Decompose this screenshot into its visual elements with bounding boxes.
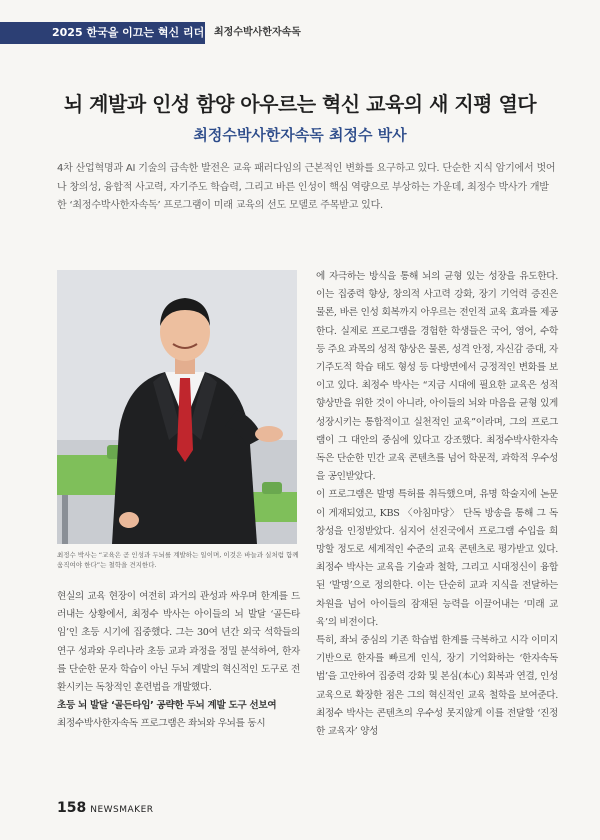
organization-label: 최정수박사한자속독 xyxy=(214,27,301,38)
right-column xyxy=(316,268,558,741)
page-footer xyxy=(57,800,154,816)
portrait-photo xyxy=(57,270,297,544)
lead-paragraph: 4차 산업혁명과 AI 기술의 급속한 발전은 교육 패러다임의 근본적인 변화를 요구하고 있다. 단순한 지식 암기에서 벗어나 창의성, 융합적 사고력, 자기주도 학습력, 그리고 바른 인성이 핵심 역량으로 부상하는 가운데, 최정수 박사가 개발한 ‘최정수박사한자속독’ 프로그램이 미래 교육의 선도 모델로 주목받고 있다. xyxy=(57,163,556,211)
article-subhead: 최정수박사한자속독 최정수 박사 xyxy=(193,126,407,144)
body-paragraph: 에 자극하는 방식을 통해 뇌의 균형 있는 성장을 유도한다. 이는 집중력 향상, 창의적 사고력 강화, 장기 기억력 증진은 물론, 바른 인성 회복까지 아우르는 전인적 교육 효과를 제공한다. 실제로 프로그램을 경험한 학생들은 국어, 영어, 수학 등 주요 과목의 성적 향상은 물론, 성격 안정, 자신감 증대, 자기주도적 학습 태도 형성 등 다방면에서 긍정적인 변화를 보이고 있다. 최정수 박사는 “지금 시대에 필요한 교육은 성적 향상만을 위한 것이 아니라, 아이들의 뇌와 마음을 균형 있게 성장시키는 통합적이고 실천적인 교육”이라며, 그의 프로그램이 그 대안의 중심에 있다고 강조했다. 최정수박사한자속독은 단순한 민간 교육 콘텐츠를 넘어 학문적, 과학적 우수성을 공인받았다. xyxy=(316,271,558,483)
series-banner xyxy=(0,22,205,44)
portrait-illustration xyxy=(57,270,297,544)
left-column xyxy=(57,588,300,734)
body-paragraph: 현실의 교육 현장이 여전히 과거의 관성과 싸우며 한계를 드러내는 상황에서, 최정수 박사는 아이들의 뇌 발달 ‘골든타임’인 초등 시기에 집중했다. 그는 30여 년간 외국 석학들의 연구 성과와 우리나라 초등 교과 과정을 정밀 분석하여, 한자를 단순한 문자 학습이 아닌 두뇌 계발의 혁신적인 도구로 전환시키는 독창적인 훈련법을 개발했다. xyxy=(57,591,300,694)
section-title: 초등 뇌 발달 ‘골든타임’ 공략한 두뇌 계발 도구 선보여 xyxy=(57,700,277,712)
body-paragraph: 최정수박사한자속독 프로그램은 좌뇌와 우뇌를 동시 xyxy=(57,718,266,730)
series-title: 2025 한국을 이끄는 혁신 리더 xyxy=(52,26,205,39)
photo-caption: 최정수 박사는 “교육은 곧 인성과 두뇌를 계발하는 일이며, 이것은 바늘과 실처럼 함께 움직여야 한다”는 철학을 견지한다. xyxy=(57,551,299,569)
body-paragraph: 특히, 좌뇌 중심의 기존 학습법 한계를 극복하고 시각 이미지 기반으로 한자를 빠르게 인식, 장기 기억화하는 ‘한자속독법’을 고안하여 집중력 강화 및 본심(本心) 회복과 연결, 인성 교육으로 확장한 점은 그의 혁신적인 교육 철학을 보여준다. 최정수 박사는 콘텐츠의 우수성 못지않게 이를 전달할 ‘진정한 교육자’ 양성 xyxy=(316,635,558,738)
article-headline: 뇌 계발과 인성 함양 아우르는 혁신 교육의 새 지평 열다 xyxy=(63,92,537,116)
magazine-name: NEWSMAKER xyxy=(90,805,154,815)
body-paragraph: 이 프로그램은 발명 특허를 취득했으며, 유명 학술지에 논문이 게재되었고, KBS 〈아침마당〉 단독 방송을 통해 그 독창성을 인정받았다. 심지어 선진국에서 프로그램 수입을 희망할 정도로 세계적인 수준의 교육 콘텐츠로 평가받고 있다. 최정수 박사는 교육을 기술과 철학, 그리고 시대정신이 융합된 ‘발명’으로 정의한다. 이는 단순히 교과 지식을 전달하는 차원을 넘어 아이들의 잠재된 능력을 이끌어내는 ‘미래 교육’의 비전이다. xyxy=(316,489,558,628)
page-number: 158 xyxy=(57,800,87,816)
